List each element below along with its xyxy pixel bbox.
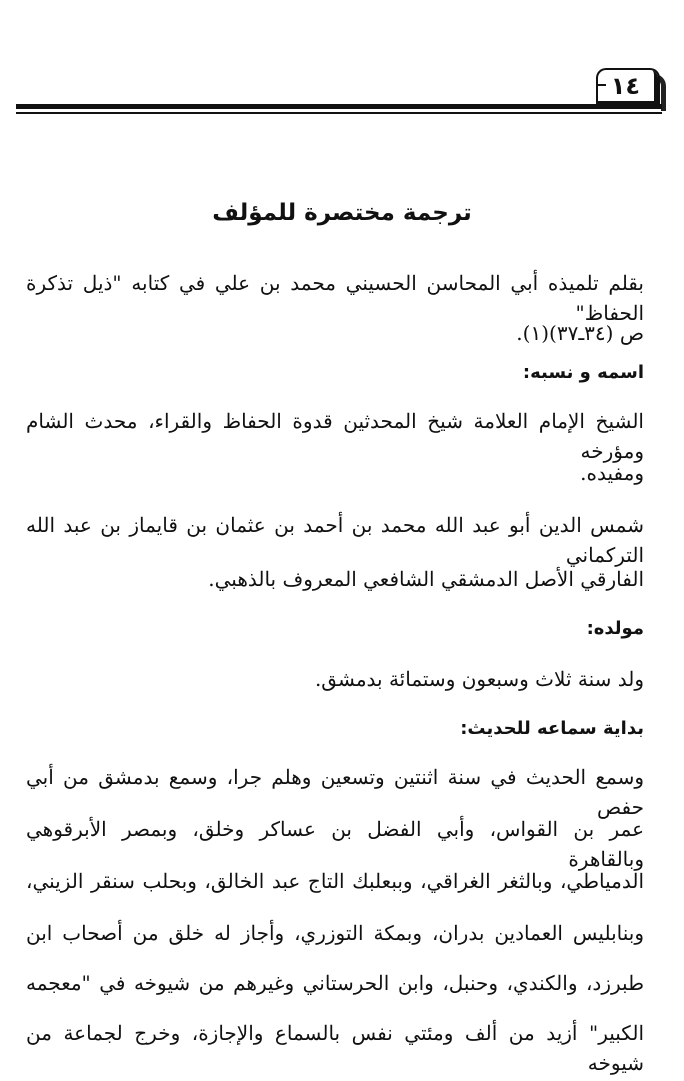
body-line-3: الشيخ الإمام العلامة شيخ المحدثين قدوة الحفاظ والقراء، محدث الشام ومؤرخه: [26, 409, 644, 463]
header-rule-thin: [16, 112, 662, 114]
body-line-1: بقلم تلميذه أبي المحاسن الحسيني محمد بن علي في كتابه "ذيل تذكرة الحفاظ": [26, 271, 644, 325]
body-line-2: ص (٣٤ـ٣٧)(١).: [516, 321, 644, 345]
section-heading-birth: مولده:: [586, 618, 644, 639]
body-line-5: شمس الدين أبو عبد الله محمد بن أحمد بن عثمان بن قايماز بن عبد الله التركماني: [26, 513, 644, 567]
body-line-8: وسمع الحديث في سنة اثنتين وتسعين وهلم جرا، وسمع بدمشق من أبي حفص: [26, 765, 644, 819]
header-rule-thick: [16, 104, 662, 109]
page-title: ترجمة مختصرة للمؤلف: [212, 200, 472, 226]
body-line-7: ولد سنة ثلاث وسبعون وستمائة بدمشق.: [314, 667, 644, 691]
section-heading-name: اسمه و نسبه:: [522, 362, 644, 383]
body-line-12: طبرزد، والكندي، وحنبل، وابن الحرستاني وغيرهم من شيوخه في "معجمه: [26, 971, 644, 995]
body-line-9: عمر بن القواس، وأبي الفضل بن عساكر وخلق، وبمصر الأبرقوهي وبالقاهرة: [26, 817, 644, 871]
body-line-6: الفارقي الأصل الدمشقي الشافعي المعروف بالذهبي.: [208, 567, 644, 591]
body-line-4: ومفيده.: [580, 461, 644, 485]
page-number: ١٤: [610, 72, 640, 100]
section-heading-hadith: بداية سماعه للحديث:: [460, 718, 644, 739]
body-line-13: الكبير" أزيد من ألف ومئتي نفس بالسماع والإجازة، وخرج لجماعة من شيوخه: [26, 1021, 644, 1075]
body-line-10: الدمياطي، وبالثغر الغراقي، وببعلبك التاج عبد الخالق، وبحلب سنقر الزيني،: [26, 869, 644, 893]
page-number-tick: [596, 84, 606, 86]
body-line-11: وبنابليس العمادين بدران، وبمكة التوزري، وأجاز له خلق من أصحاب ابن: [26, 921, 644, 945]
